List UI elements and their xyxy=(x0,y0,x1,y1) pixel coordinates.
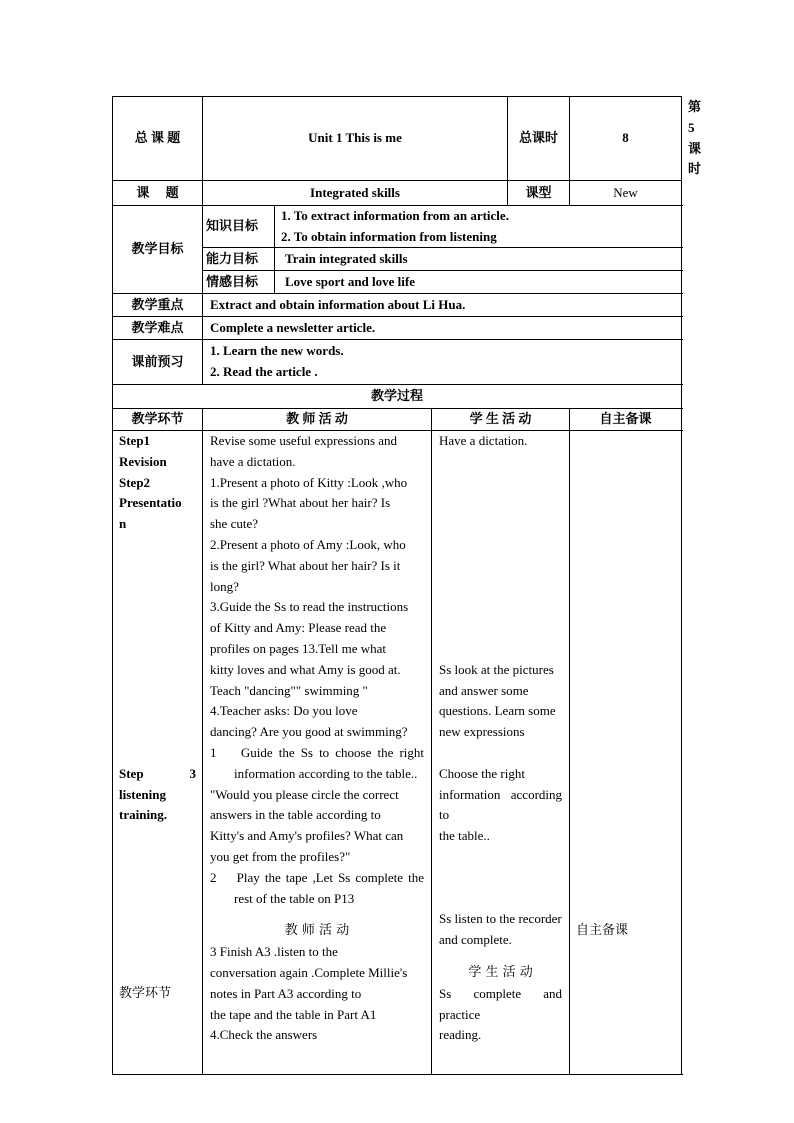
student-listen-complete: Ss listen to the recorder xyxy=(439,911,562,927)
lesson-plan-table xyxy=(112,96,702,1075)
preview-row xyxy=(113,340,682,385)
process-title-row xyxy=(113,385,682,409)
teacher-circle-question-cont: Kitty's and Amy's profiles? What can xyxy=(210,828,404,844)
student-practice-cont: reading. xyxy=(439,1027,482,1043)
column-header-row xyxy=(113,409,682,431)
difficulties-label: 教学难点 xyxy=(113,317,203,340)
student-look-pictures-cont: questions. Learn some xyxy=(439,703,556,719)
teacher-present-kitty-cont: is the girl ?What about her hair? Is xyxy=(210,495,391,511)
preview-task: 2. Read the article . xyxy=(210,364,318,380)
total-hours: 8 xyxy=(570,97,682,181)
teacher-guide-profiles-cont: of Kitty and Amy: Please read the xyxy=(210,620,387,636)
emotion-label: 情感目标 xyxy=(203,271,275,294)
step1-name: Revision xyxy=(119,453,167,469)
teacher-guide-profiles-cont: kitty loves and what Amy is good at. xyxy=(210,661,401,677)
teacher-asks-cont: dancing? Are you good at swimming? xyxy=(210,724,408,740)
step3-name-cont: training. xyxy=(119,807,168,823)
student-look-pictures-cont: and answer some xyxy=(439,682,529,698)
process-body-row xyxy=(113,430,682,1074)
teacher-listening-3: 3 Finish A3 .listen to the xyxy=(210,944,338,960)
teacher-listening-1: 1 Guide the Ss to choose the right information according to the table.. xyxy=(210,744,424,781)
column-student-activity: 学 生 活 动 xyxy=(432,409,570,431)
knowledge-objective: 1. To extract information from an article. xyxy=(281,208,509,224)
emotion-objective: Love sport and love life xyxy=(275,271,682,294)
teacher-revise: Revise some useful expressions and xyxy=(210,432,398,448)
teacher-circle-question-cont: you get from the profiles?" xyxy=(210,848,351,864)
teacher-listening-3-cont: the tape and the table in Part A1 xyxy=(210,1006,377,1022)
stage-column xyxy=(113,430,203,1074)
step2-name: Presentatio xyxy=(119,495,182,511)
teacher-listening-3-cont: notes in Part A3 according to xyxy=(210,985,362,1001)
key-points-row xyxy=(113,294,682,317)
teacher-guide-profiles-cont: profiles on pages 13.Tell me what xyxy=(210,640,386,656)
teacher-present-amy: 2.Present a photo of Amy :Look, who xyxy=(210,536,406,552)
step2-name-cont: n xyxy=(119,516,127,532)
teacher-check-answers: 4.Check the answers xyxy=(210,1027,318,1043)
teacher-present-amy-cont: is the girl? What about her hair? Is it xyxy=(210,557,401,573)
teacher-asks: 4.Teacher asks: Do you love xyxy=(210,703,358,719)
student-practice: Ss complete and practice xyxy=(439,985,563,1022)
type-label: 课型 xyxy=(508,181,570,206)
column-self-preparation: 自主备课 xyxy=(570,409,682,431)
teacher-listening-3-cont: conversation again .Complete Millie's xyxy=(210,964,408,980)
header-row: 总 课 题 Unit 1 This is me 总课时 8 第 5 课时 xyxy=(113,97,682,181)
key-points-label: 教学重点 xyxy=(113,294,203,317)
knowledge-objectives xyxy=(275,206,682,248)
step3-name: listening xyxy=(119,786,166,802)
step3-label xyxy=(119,764,196,785)
difficulties: Complete a newsletter article. xyxy=(203,317,682,340)
teacher-present-kitty: 1.Present a photo of Kitty :Look ,who xyxy=(210,474,408,490)
teacher-circle-question: "Would you please circle the correct xyxy=(210,786,399,802)
step3-number: 3 xyxy=(189,765,196,781)
self-prep-repeat: 自主备课 xyxy=(576,923,629,939)
preview-tasks xyxy=(203,340,682,385)
teacher-circle-question-cont: answers in the table according to xyxy=(210,807,381,823)
knowledge-objective: 2. To obtain information from listening xyxy=(281,228,497,244)
process-title: 教学过程 xyxy=(113,385,682,409)
difficulties-row xyxy=(113,317,682,340)
lesson-type: New xyxy=(570,181,682,206)
topic: Integrated skills xyxy=(203,181,508,206)
teacher-revise-cont: have a dictation. xyxy=(210,453,296,469)
stage-label-repeat: 教学环节 xyxy=(119,985,172,1001)
step1-label: Step1 xyxy=(119,432,151,448)
self-preparation-column xyxy=(570,430,682,1074)
column-stage: 教学环节 xyxy=(113,409,203,431)
knowledge-label: 知识目标 xyxy=(203,206,275,248)
total-topic-label: 总 课 题 xyxy=(113,97,203,181)
preview-label: 课前预习 xyxy=(113,340,203,385)
step3-word: Step xyxy=(119,765,144,781)
total-hours-label: 总课时 xyxy=(508,97,570,181)
unit-title: Unit 1 This is me xyxy=(203,97,508,181)
teacher-column-repeat: 教 师 活 动 xyxy=(284,923,350,939)
ability-label: 能力目标 xyxy=(203,248,275,271)
topic-row xyxy=(113,181,682,206)
ability-objective: Train integrated skills xyxy=(275,248,682,271)
student-listen-complete-cont: and complete. xyxy=(439,932,512,948)
topic-label: 课 题 xyxy=(113,181,203,206)
student-column-repeat: 学 生 活 动 xyxy=(468,964,533,980)
student-dictation: Have a dictation. xyxy=(439,432,528,448)
teacher-guide-profiles: 3.Guide the Ss to read the instructions xyxy=(210,599,409,615)
objectives-label: 教学目标 xyxy=(113,206,203,294)
teacher-present-kitty-cont: she cute? xyxy=(210,516,259,532)
teacher-guide-profiles-cont: Teach "dancing"" swimming " xyxy=(210,682,368,698)
teacher-activity-column xyxy=(203,430,432,1074)
column-teacher-activity: 教 师 活 动 xyxy=(203,409,432,431)
teacher-listening-2: 2 Play the tape ,Let Ss complete the rest of the table on P13 xyxy=(210,869,424,906)
student-choose-info-cont: information according to xyxy=(439,786,563,823)
objectives-knowledge-row xyxy=(113,206,682,248)
key-points: Extract and obtain information about Li Hua. xyxy=(203,294,682,317)
student-activity-column xyxy=(432,430,570,1074)
student-look-pictures-cont: new expressions xyxy=(439,724,525,740)
student-look-pictures: Ss look at the pictures xyxy=(439,661,554,677)
student-choose-info: Choose the right xyxy=(439,765,525,781)
preview-task: 1. Learn the new words. xyxy=(210,343,344,359)
step2-label: Step2 xyxy=(119,474,151,490)
teacher-present-amy-cont: long? xyxy=(210,578,239,594)
student-choose-info-cont: the table.. xyxy=(439,828,490,844)
